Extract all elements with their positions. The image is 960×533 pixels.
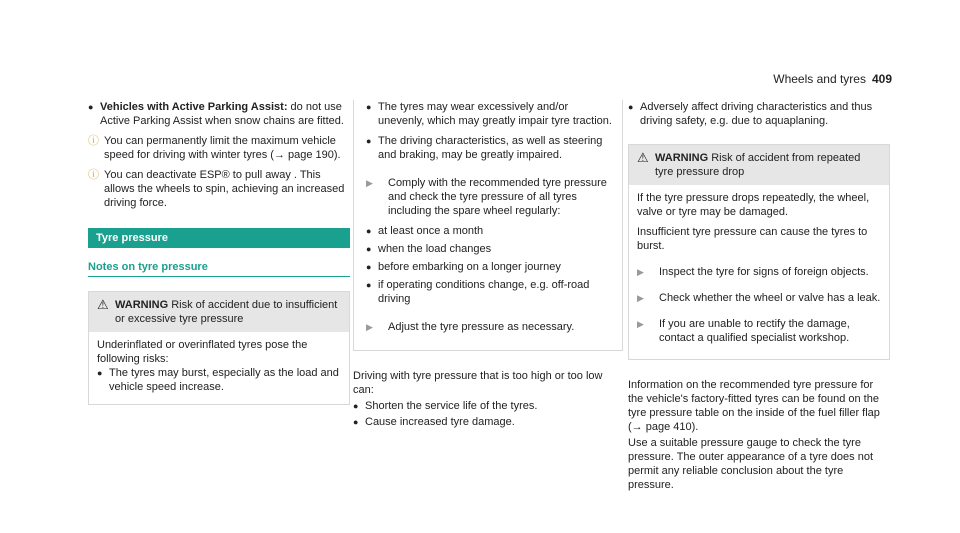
- instruction-step: [366, 320, 614, 334]
- bullet-text: do not use Active Parking Assist when snow chains are fitted.: [100, 101, 344, 127]
- list-item: [366, 278, 614, 306]
- list-text: Cause increased tyre damage.: [365, 416, 515, 428]
- list-text: The tyres may wear excessively and/or unevenly, which may greatly impair tyre traction.: [378, 101, 612, 127]
- list-item: [366, 224, 614, 238]
- warning-label: WARNING: [655, 152, 709, 164]
- info-text: You can deactivate ESP® to pull away . This allows the wheels to spin, achieving an increased driving force.: [104, 169, 345, 209]
- bullet-icon: ●: [366, 226, 372, 236]
- instruction-step: [637, 291, 881, 305]
- step-arrow-icon: ▶: [637, 267, 644, 277]
- list-item: [366, 100, 614, 128]
- instruction-step: [366, 176, 614, 218]
- bullet-icon: ●: [353, 401, 359, 411]
- bullet-icon: ●: [353, 417, 359, 427]
- info-note: [88, 168, 350, 210]
- list-text: when the load changes: [378, 243, 492, 255]
- list-item: [88, 100, 350, 128]
- warning-text: If the tyre pressure drops repeatedly, the wheel, valve or tyre may be damaged.: [637, 192, 870, 218]
- step-arrow-icon: ▶: [637, 319, 644, 329]
- list-text: if operating conditions change, e.g. off-road driving: [378, 279, 590, 305]
- list-item: [366, 134, 614, 162]
- page-header: [773, 72, 892, 86]
- warning-box: [628, 144, 890, 360]
- list-item: [353, 415, 623, 429]
- warning-box: [88, 291, 350, 405]
- bullet-bold: Vehicles with Active Parking Assist:: [100, 101, 288, 113]
- section-title: Tyre pressure: [88, 228, 350, 248]
- info-icon: ⓘ: [88, 135, 99, 147]
- list-item: [353, 399, 623, 413]
- step-arrow-icon: ▶: [366, 178, 373, 188]
- list-text: before embarking on a longer journey: [378, 261, 561, 273]
- list-text: The driving characteristics, as well as steering and braking, may be greatly impaired.: [378, 135, 603, 161]
- step-arrow-icon: ▶: [366, 322, 373, 332]
- subsection-title: Notes on tyre pressure: [88, 260, 350, 277]
- list-text: Shorten the service life of the tyres.: [365, 400, 538, 412]
- bullet-icon: ●: [366, 280, 372, 290]
- list-item: [97, 366, 341, 394]
- step-text: Inspect the tyre for signs of foreign objects.: [659, 266, 869, 278]
- bullet-icon: ●: [366, 136, 372, 146]
- warning-label: WARNING: [115, 299, 169, 311]
- warning-title: Risk of accident due to insufficient or excessive tyre pressure: [115, 299, 338, 325]
- list-text: at least once a month: [378, 225, 484, 237]
- warning-header: [629, 145, 889, 185]
- step-text: Adjust the tyre pressure as necessary.: [388, 321, 575, 333]
- bullet-icon: ●: [366, 262, 372, 272]
- paragraph: Driving with tyre pressure that is too high or too low can:: [353, 370, 603, 396]
- bullet-icon: ●: [628, 102, 634, 112]
- page-number: 409: [871, 72, 892, 86]
- step-text: Comply with the recommended tyre pressure and check the tyre pressure of all tyres including the spare wheel regularly:: [388, 177, 607, 217]
- list-text: Adversely affect driving characteristics and thus driving safety, e.g. due to aquaplaning.: [640, 101, 873, 127]
- step-text: Check whether the wheel or valve has a leak.: [659, 292, 881, 304]
- list-item: [366, 260, 614, 274]
- column-3: [628, 100, 890, 492]
- warning-icon: ⚠: [637, 150, 649, 165]
- list-item: [628, 100, 890, 128]
- list-text: The tyres may burst, especially as the load and vehicle speed increase.: [109, 367, 339, 393]
- bullet-icon: ●: [366, 244, 372, 254]
- warning-body: [89, 332, 349, 404]
- instruction-step: [637, 317, 881, 345]
- instruction-step: [637, 265, 881, 279]
- info-icon: ⓘ: [88, 169, 99, 181]
- warning-icon: ⚠: [97, 297, 109, 312]
- warning-text: Insufficient tyre pressure can cause the tyres to burst.: [637, 226, 868, 252]
- warning-continuation: [353, 100, 623, 351]
- column-1: [88, 100, 350, 405]
- warning-body: [629, 185, 889, 359]
- paragraph: Information on the recommended tyre pressure for the vehicle's factory-fitted tyres can be found on the tyre pressure table on the inside of the fuel filler flap (→ page 410).: [628, 379, 880, 433]
- section-name: Wheels and tyres: [773, 72, 866, 86]
- warning-header: [89, 292, 349, 332]
- step-arrow-icon: ▶: [637, 293, 644, 303]
- step-text: If you are unable to rectify the damage, contact a qualified specialist workshop.: [659, 318, 850, 344]
- warning-title: Risk of accident from repeated tyre pressure drop: [655, 152, 861, 178]
- info-note: [88, 134, 350, 162]
- bullet-icon: ●: [366, 102, 372, 112]
- warning-text: Underinflated or overinflated tyres pose the following risks:: [97, 339, 308, 365]
- bullet-icon: ●: [88, 102, 94, 112]
- bullet-icon: ●: [97, 368, 103, 378]
- info-text: You can permanently limit the maximum vehicle speed for driving with winter tyres (→ page 190).: [104, 135, 341, 161]
- list-item: [366, 242, 614, 256]
- column-2: [353, 100, 623, 431]
- paragraph: Use a suitable pressure gauge to check the tyre pressure. The outer appearance of a tyre does not permit any reliable conclusion about the tyre pressure.: [628, 437, 874, 491]
